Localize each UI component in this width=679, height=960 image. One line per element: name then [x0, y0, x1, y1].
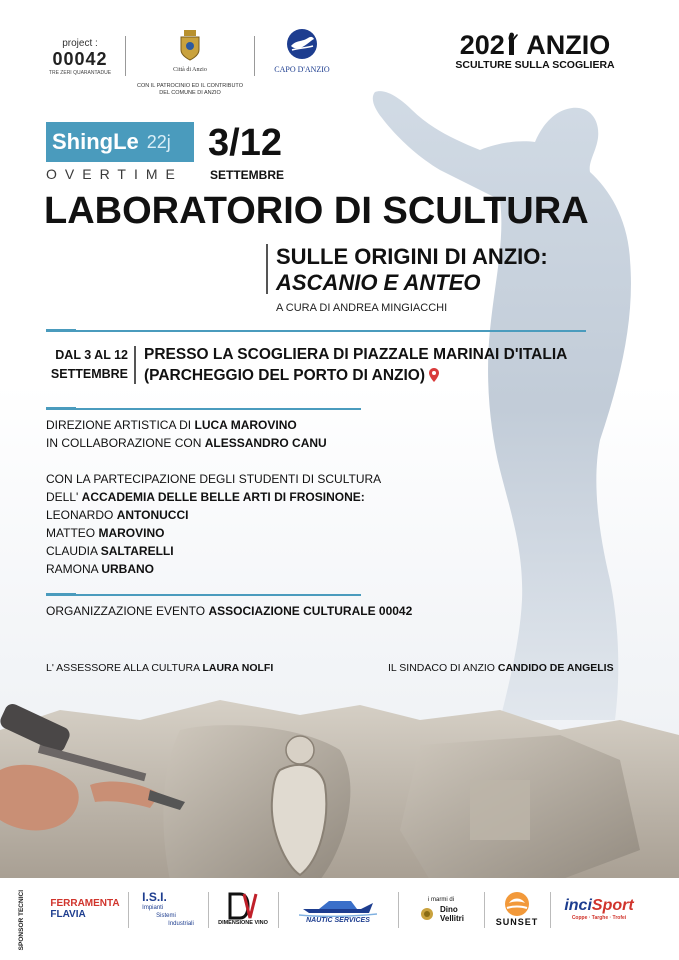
section-divider-accent [46, 407, 76, 410]
year-subtitle: SCULTURE SULLA SCOGLIERA [455, 59, 615, 71]
student-item [46, 560, 381, 578]
dimensione-vino-label: DIMENSIONE VINO [218, 920, 268, 926]
project-number: 00042 [52, 49, 108, 69]
sponsor-marmi-vellitri [402, 884, 480, 934]
assessor-label: L' ASSESSORE ALLA CULTURA [46, 662, 203, 674]
flavia-label: FLAVIA [50, 909, 86, 920]
isi-line-1: Impianti [142, 904, 164, 911]
mayor-label: IL SINDACO DI ANZIO [388, 662, 498, 674]
academy-name: ACCADEMIA DELLE BELLE ARTI DI FROSINONE: [81, 490, 365, 504]
date-range [46, 346, 128, 384]
header-divider [254, 36, 255, 76]
patronage-line-1: CON IL PATROCINIO ED IL CONTRIBUTO [137, 83, 243, 89]
academy-prefix: DELL' [46, 490, 82, 504]
sunset-label: SUNSET [495, 917, 539, 927]
capo-anzio-icon [286, 28, 318, 60]
ferramenta-label: FERRAMENTA [50, 898, 120, 909]
incisport-label-right: Sport [591, 897, 634, 914]
sponsor-nautic-services [282, 884, 394, 934]
page-title: LABORATORIO DI SCULTURA [44, 190, 589, 232]
subtitle-divider [266, 244, 268, 294]
students-block [46, 470, 381, 578]
student-first-name: LEONARDO [46, 508, 117, 522]
marmi-label: i marmi di [427, 896, 454, 903]
incisport-label-left: inci [564, 897, 592, 914]
isi-label: I.S.I. [142, 889, 167, 904]
student-first-name: CLAUDIA [46, 544, 101, 558]
statue-figure-icon [505, 31, 519, 57]
section-divider [46, 594, 361, 596]
subtitle-line-2: ASCANIO E ANTEO [276, 270, 481, 295]
section-divider-accent [46, 593, 76, 596]
mayor-name: CANDIDO DE ANGELIS [497, 662, 614, 674]
student-item [46, 542, 381, 560]
director-name: LUCA MAROVINO [194, 418, 297, 432]
capo-danzio-logo [262, 28, 342, 74]
location-line-1: PRESSO LA SCOGLIERA DI PIAZZALE MARINAI D'ITALIA [144, 346, 568, 363]
overtime-label: OVERTIME [46, 166, 183, 182]
mayor-credit [388, 662, 614, 674]
sponsor-dimensione-vino [212, 884, 274, 934]
section-divider-accent [46, 329, 76, 332]
location-text [144, 344, 567, 386]
student-last-name: MAROVINO [98, 526, 165, 540]
student-last-name: SALTARELLI [100, 544, 174, 558]
student-last-name: URBANO [101, 562, 155, 576]
event-month: SETTEMBRE [210, 168, 285, 182]
student-item [46, 506, 381, 524]
patronage-line-2: DEL COMUNE DI ANZIO [159, 90, 221, 96]
organization-label: ORGANIZZAZIONE EVENTO [46, 604, 209, 618]
marmi-name-first: Dino [439, 904, 458, 914]
sponsor-label: SPONSOR TECNICI [18, 890, 25, 951]
nautic-label: NAUTIC SERVICES [306, 916, 370, 924]
sponsor-ferramenta-flavia [44, 884, 126, 934]
dimensione-vino-icon [228, 892, 258, 920]
collaboration-label: IN COLLABORAZIONE CON [46, 436, 205, 450]
students-intro: CON LA PARTECIPAZIONE DEGLI STUDENTI DI SCULTURA [46, 472, 382, 486]
sponsor-divider [278, 892, 279, 928]
shingle-year: 22j [146, 131, 171, 152]
map-pin-icon [429, 368, 439, 382]
sponsor-divider [128, 892, 129, 928]
project-00042-logo [40, 38, 120, 76]
student-first-name: MATTEO [46, 526, 99, 540]
subtitle-line-1: SULLE ORIGINI DI ANZIO: [276, 244, 548, 269]
sponsor-isi [132, 884, 204, 934]
event-date: 3/12 [208, 122, 282, 164]
student-first-name: RAMONA [46, 562, 102, 576]
sponsor-sunset [486, 884, 548, 934]
city-name: Città di Anzio [173, 67, 207, 73]
collaborator-name: ALESSANDRO CANU [204, 436, 327, 450]
sculpted-rocks-image [0, 690, 679, 880]
sponsor-divider [208, 892, 209, 928]
direction-label: DIREZIONE ARTISTICA DI [46, 418, 195, 432]
direction-block [46, 416, 327, 452]
sponsor-incisport [554, 884, 644, 934]
city-of-anzio-logo [135, 28, 245, 97]
statue-silhouette-image [360, 80, 679, 720]
section-divider [46, 330, 586, 332]
project-tag: TRE ZERI QUARANTADUE [48, 70, 112, 76]
sunset-icon [503, 891, 531, 917]
shingle-brand: ShingLe [52, 129, 139, 154]
assessor-name: LAURA NOLFI [202, 662, 274, 674]
incisport-subtitle: Coppe · Targhe · Trofei [571, 915, 627, 921]
student-item [46, 524, 381, 542]
assessor-credit [46, 662, 273, 674]
sponsor-divider [484, 892, 485, 928]
isi-line-3: Industriali [168, 920, 194, 927]
year-right: ANZIO [526, 30, 611, 60]
curator-text: A CURA DI ANDREA MINGIACCHI [276, 302, 448, 314]
sponsor-divider [398, 892, 399, 928]
capo-anzio-label: CAPO D'ANZIO [274, 65, 330, 74]
date-range-line-2: SETTEMBRE [50, 367, 128, 381]
marble-sun-icon [418, 905, 436, 923]
crest-icon [178, 28, 202, 62]
isi-line-2: Sistemi [156, 912, 176, 919]
organization-block [46, 602, 412, 620]
project-label: project : [62, 38, 98, 49]
date-range-line-1: DAL 3 AL 12 [55, 348, 128, 362]
boat-icon [299, 895, 377, 917]
sculture-scogliera-logo [430, 30, 640, 71]
patronage-text [135, 83, 245, 97]
sponsor-divider [550, 892, 551, 928]
date-divider [134, 346, 136, 384]
header-divider [125, 36, 126, 76]
organization-name: ASSOCIAZIONE CULTURALE 00042 [208, 604, 413, 618]
section-divider [46, 408, 361, 410]
year-left: 202 [459, 30, 505, 60]
year-title [430, 30, 640, 61]
marmi-name-last: Vellitri [439, 913, 464, 923]
student-last-name: ANTONUCCI [116, 508, 189, 522]
location-line-2: (PARCHEGGIO DEL PORTO DI ANZIO) [144, 367, 426, 384]
shingle-logo [46, 122, 194, 162]
